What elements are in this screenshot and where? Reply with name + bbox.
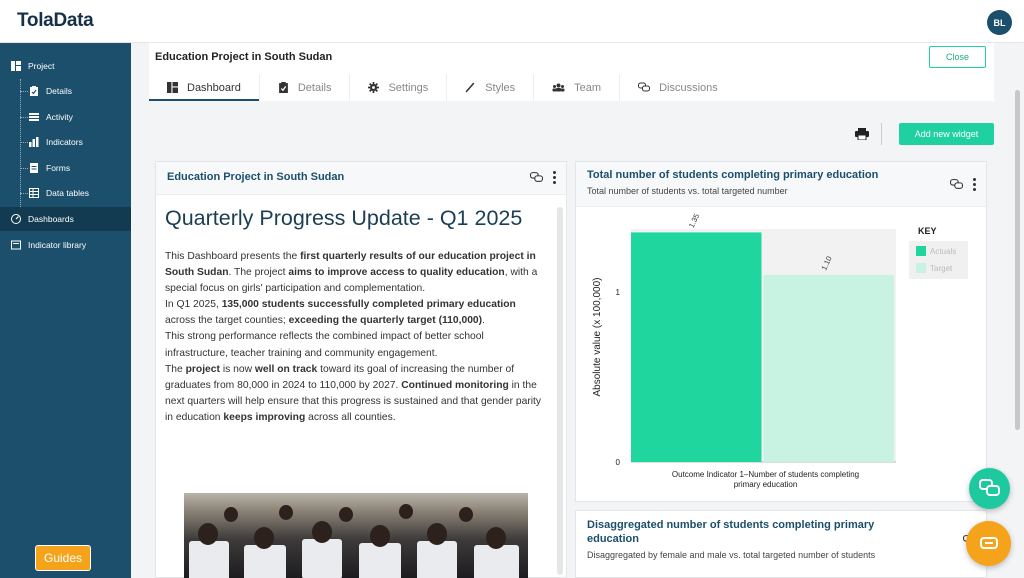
classroom-photo: [184, 493, 528, 578]
paragraph-results: In Q1 2025, 135,000 students successfully completed primary education across the target counties; exceeding the quarterly target (110,000).: [165, 299, 516, 327]
sidebar-item-dashboards[interactable]: [0, 207, 131, 231]
chat-icon: [638, 82, 650, 93]
tab-team[interactable]: [534, 74, 620, 101]
print-icon[interactable]: [855, 128, 869, 140]
clipboard-icon: [29, 86, 39, 96]
paragraph-impact: This strong performance reflects the combined impact of better school infrastructure, teacher training and community engagement.: [165, 331, 484, 359]
tab-label: Team: [574, 81, 602, 94]
project-icon: [11, 61, 21, 71]
gauge-icon: [11, 214, 21, 224]
more-options-icon[interactable]: [973, 178, 976, 191]
tab-discussions[interactable]: [620, 74, 736, 101]
sidebar-item-label: Indicator library: [28, 240, 87, 250]
tab-label: Styles: [485, 81, 516, 94]
add-widget-button[interactable]: Add new widget: [899, 123, 994, 145]
widget-subtitle: Total number of students vs. total targeted number: [587, 186, 788, 196]
legend-swatch: [916, 263, 926, 273]
close-button[interactable]: Close: [929, 46, 986, 68]
message-icon: [980, 537, 998, 551]
sidebar-item-activity[interactable]: [0, 105, 131, 129]
sidebar-item-data-tables[interactable]: [0, 181, 131, 205]
sidebar-item-project[interactable]: [0, 54, 131, 78]
y-tick-label: 0: [615, 458, 620, 467]
list-icon: [29, 112, 39, 122]
bar-chart: [576, 207, 986, 502]
dashboard-icon: [167, 82, 178, 93]
top-header: [0, 0, 1024, 43]
tab-settings[interactable]: [350, 74, 447, 101]
legend-title: KEY: [918, 226, 937, 236]
sidebar-item-details[interactable]: [0, 79, 131, 103]
widget-header: [576, 162, 986, 207]
report-heading: Quarterly Progress Update - Q1 2025: [165, 206, 523, 230]
sidebar-item-indicator-library[interactable]: [0, 233, 131, 257]
sidebar-item-label: Project: [28, 61, 55, 71]
sidebar-item-forms[interactable]: [0, 156, 131, 180]
widget-header: [156, 162, 566, 195]
page-title: Education Project in South Sudan: [155, 51, 333, 63]
table-icon: [29, 188, 39, 198]
sidebar-item-label: Dashboards: [28, 214, 74, 224]
plot-area: [616, 212, 896, 489]
bar-target: [764, 275, 895, 462]
sidebar-item-label: Details: [46, 86, 72, 96]
project-header: [149, 43, 994, 101]
pencil-icon: [465, 82, 476, 93]
text-widget: [155, 161, 567, 578]
sidebar-item-label: Indicators: [46, 137, 83, 147]
project-tabs: [149, 74, 736, 101]
gear-icon: [368, 82, 379, 93]
app-logo[interactable]: TolaData: [17, 10, 94, 31]
sidebar-item-label: Data tables: [46, 188, 89, 198]
y-tick-label: 1: [615, 287, 620, 297]
chat-bubbles-icon: [979, 479, 1001, 499]
text-widget-body: [165, 206, 548, 426]
tab-label: Dashboard: [187, 81, 241, 94]
widget-title: Total number of students completing primary education: [587, 169, 879, 181]
tab-details[interactable]: [260, 74, 351, 101]
tab-label: Settings: [388, 81, 429, 94]
bar-chart-icon: [29, 137, 39, 147]
x-tick-label: Outcome Indicator 1–Number of students completing: [671, 470, 860, 479]
legend-label: Actuals: [930, 247, 957, 256]
widget-title: Disaggregated number of students completing primary education: [587, 519, 875, 545]
page-scrollbar[interactable]: [1015, 90, 1020, 430]
tab-label: Discussions: [659, 81, 718, 94]
widget-actions: [530, 171, 556, 184]
tab-styles[interactable]: [447, 74, 534, 101]
messenger-button[interactable]: [966, 521, 1011, 566]
sidebar: [0, 43, 131, 578]
disaggregated-widget: [575, 510, 987, 578]
chat-support-button[interactable]: [969, 468, 1010, 509]
sidebar-item-label: Activity: [46, 112, 73, 122]
tab-label: Details: [297, 81, 332, 94]
widget-scrollbar[interactable]: [557, 207, 563, 575]
legend-label: Target: [930, 264, 953, 273]
guides-button[interactable]: Guides: [35, 545, 91, 571]
widget-title: Education Project in South Sudan: [167, 171, 345, 183]
chart-widget: [575, 161, 987, 502]
team-icon: [552, 82, 565, 93]
bar-actuals: [631, 232, 762, 462]
toolbar-divider: [881, 123, 882, 145]
comment-icon[interactable]: [950, 178, 963, 191]
data-label: 1.35: [686, 212, 702, 230]
paragraph-intro: This Dashboard presents the first quarterly results of our education project in South Sudan. The project aims to improve access to quality education, with a special focus on girls' participation and complementation.: [165, 251, 538, 295]
widget-subtitle: Disaggregated by female and male vs. total targeted number of students: [587, 550, 876, 560]
sidebar-item-indicators[interactable]: [0, 130, 131, 154]
paragraph-outlook: The project is now well on track toward its goal of increasing the number of graduates from 80,000 in 2024 to 110,000 by 2027. Continued monitoring in the next quarters will help ensure that this progress is sustained and that gender parity in education keeps improving across all counties.: [165, 363, 542, 423]
tab-dashboard[interactable]: [149, 74, 260, 101]
user-avatar[interactable]: BL: [987, 10, 1012, 35]
comment-icon[interactable]: [530, 171, 543, 184]
clipboard-icon: [278, 82, 289, 93]
sidebar-item-label: Forms: [46, 163, 71, 173]
book-icon: [11, 240, 21, 250]
x-tick-label: primary education: [733, 480, 798, 489]
widget-actions: [950, 178, 976, 191]
legend-swatch: [916, 246, 926, 256]
more-options-icon[interactable]: [553, 171, 556, 184]
y-axis-label: Absolute value (x 100,000): [592, 277, 603, 397]
data-label: 1.10: [819, 254, 834, 272]
document-icon: [29, 163, 39, 173]
